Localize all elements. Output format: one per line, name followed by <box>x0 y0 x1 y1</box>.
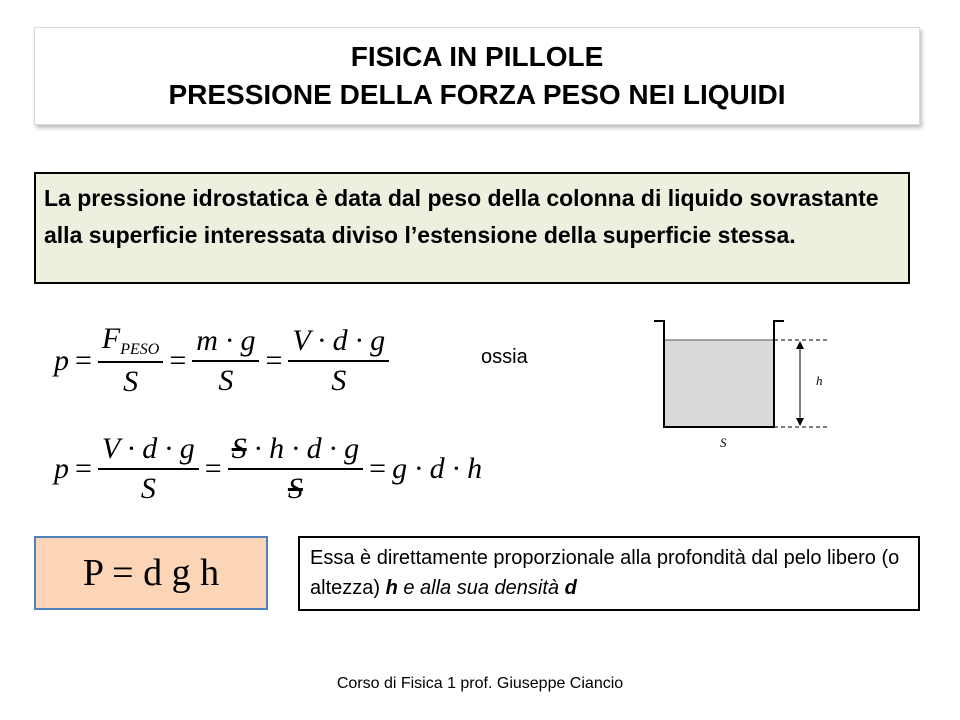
formula1-lhs: p <box>54 343 69 377</box>
slide-title <box>34 27 920 125</box>
height-label: h <box>816 373 823 388</box>
formula1-f2-num: m · g <box>192 324 259 362</box>
result-formula: P = d g h <box>82 552 220 594</box>
footer-credit: Corso di Fisica 1 prof. Giuseppe Ciancio <box>336 675 624 692</box>
formula1-f1-num-sub: PESO <box>120 341 160 358</box>
title-line-1: FISICA IN PILLOLE <box>350 41 604 72</box>
note-text-2: e alla sua densità <box>397 577 565 599</box>
formula1-eq-2: = <box>169 343 187 377</box>
definition-box <box>34 172 910 284</box>
height-arrow-top <box>796 341 804 349</box>
formula2-rhs: g · d · h <box>392 452 483 485</box>
formula1-fraction-2 <box>192 324 259 398</box>
formula1-f2-den: S <box>218 363 234 397</box>
formula1-f3-den: S <box>331 363 347 397</box>
formula1-eq-3: = <box>265 343 283 377</box>
formula1-fraction-1 <box>98 322 163 399</box>
container-diagram <box>640 315 830 455</box>
formula-pressure-2 <box>54 432 482 506</box>
note-d: d <box>564 577 577 599</box>
ossia-label: ossia <box>481 346 528 368</box>
formula2-f2-num-rest: · h · d · g <box>246 432 360 465</box>
note-h: h <box>385 577 398 599</box>
formula1-f1-den: S <box>123 365 139 398</box>
formula2-eq-1: = <box>75 452 92 485</box>
formula2-f1-num: V · d · g <box>98 432 199 470</box>
result-formula-box <box>34 536 268 610</box>
formula-pressure-1 <box>54 322 389 399</box>
surface-label: S <box>720 435 727 450</box>
formula2-lhs: p <box>54 452 69 485</box>
liquid-fill <box>665 340 773 426</box>
formula1-fraction-3 <box>288 324 389 398</box>
note-box <box>298 536 920 611</box>
formula2-eq-2: = <box>204 452 222 485</box>
note-text-1: Essa è direttamente proporzionale alla profondità dal pelo libero (o altezza) <box>310 547 900 599</box>
formula1-f3-num: V · d · g <box>288 324 389 362</box>
formula2-f2-den-cancelled-s: S <box>287 472 303 505</box>
formula2-fraction-2 <box>228 432 364 506</box>
title-line-2: PRESSIONE DELLA FORZA PESO NEI LIQUIDI <box>168 79 786 110</box>
height-arrow-bottom <box>796 418 804 426</box>
definition-text: La pressione idrostatica è data dal peso della colonna di liquido sovrastante alla superficie interessata diviso l’estensione della superficie stessa. <box>44 185 879 248</box>
formula2-eq-3: = <box>369 452 387 485</box>
formula1-eq-1: = <box>75 343 92 377</box>
formula1-f1-num: F <box>101 322 121 355</box>
formula2-fraction-1 <box>98 432 199 506</box>
formula2-f2-num-cancelled-s: S <box>231 432 247 465</box>
formula2-f1-den: S <box>140 472 156 505</box>
